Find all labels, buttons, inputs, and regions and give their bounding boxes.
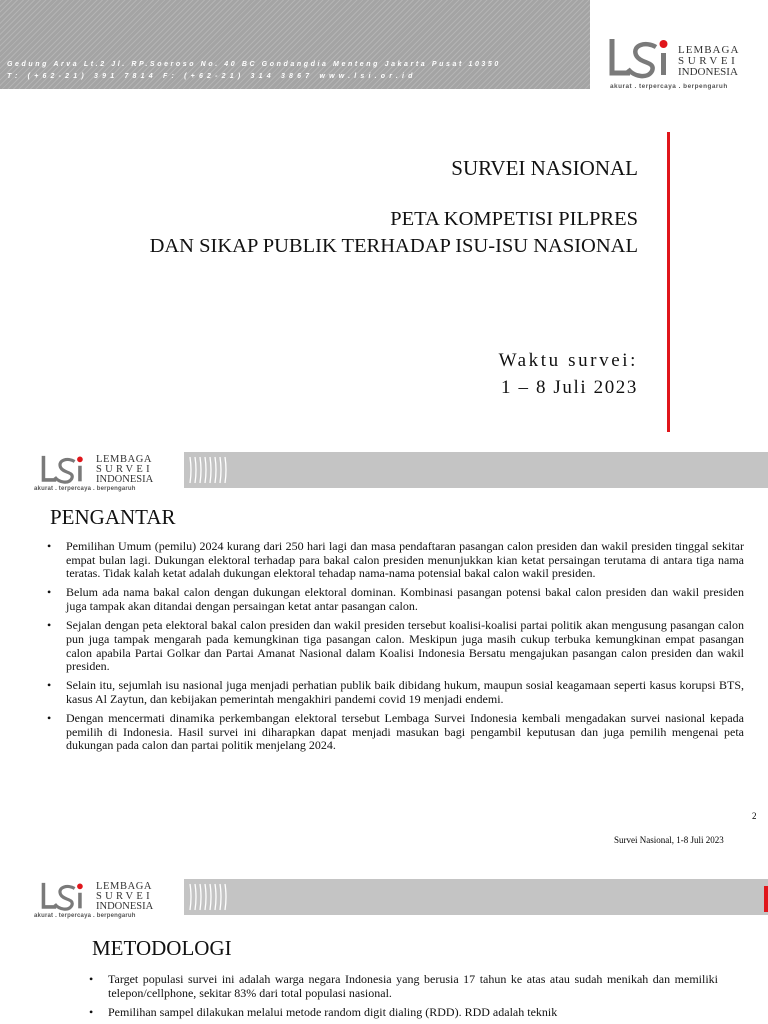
logo-word-lembaga: LEMBAGA <box>96 881 153 892</box>
logo-tagline: akurat . terpercaya . berpengaruh <box>610 83 728 90</box>
logo-word-lembaga: LEMBAGA <box>678 44 740 56</box>
survey-dates: 1 – 8 Juli 2023 <box>501 377 638 398</box>
survey-time-label: Waktu survei: <box>498 350 638 371</box>
stripes-icon <box>188 452 234 488</box>
accent-divider <box>667 132 670 432</box>
logo-word-indonesia: INDONESIA <box>96 474 154 485</box>
list-item: • Target populasi survei ini adalah warga negara Indonesia yang berusia 17 tahun ke atas atau sudah menikah dan memiliki telepon/cellphone, sekitar 83% dari total populasi nasional. <box>86 973 718 1000</box>
logo-word-indonesia: INDONESIA <box>678 66 738 78</box>
bullet-list <box>44 540 744 759</box>
metodologi-slide <box>0 870 768 1024</box>
bullet-list <box>86 973 718 1024</box>
stripes-icon <box>188 879 234 915</box>
list-item: • Pemilihan sampel dilakukan melalui metode random digit dialing (RDD). RDD adalah teknik <box>86 1006 718 1020</box>
lsi-logo-icon <box>606 35 676 83</box>
header-band <box>184 879 768 915</box>
accent-marker <box>764 886 768 912</box>
logo-word-lembaga: LEMBAGA <box>96 454 153 465</box>
contact-line: T: (+62-21) 391 7814 F: (+62-21) 314 3867 www.lsi.or.id <box>7 73 417 80</box>
list-item: • Pemilihan Umum (pemilu) 2024 kurang dari 250 hari lagi dan masa pendaftaran pasangan calon presiden dan wakil presiden tinggal sekitar empat bulan lagi. Dukungan elektoral terhadap para bakal calon presiden menunjukkan kian ketat persaingan terutama di antara tiga nama teratas. Tidak kalah ketat adalah dukungan elektoral tehadap nama-nama potensial bakal calon wakil presiden. <box>44 540 744 581</box>
lsi-logo <box>606 35 766 95</box>
logo-word-indonesia: INDONESIA <box>96 901 154 912</box>
cover-title: SURVEI NASIONAL <box>451 156 638 180</box>
section-heading: PENGANTAR <box>50 505 176 529</box>
cover-slide <box>0 0 768 432</box>
list-item: • Sejalan dengan peta elektoral bakal calon presiden dan wakil presiden tersebut koalisi-koalisi partai politik akan mengusung pasangan calon pun juga tampak mengarah pada kemungkinan tiga pasangan calon. Meskipun juga masih cukup terbuka kemungkinan empat pasangan calon apabila Partai Golkar dan Partai Amanat Nasional dalam Koalisi Indonesia Bersatu mengajukan pasangan calon presiden dan wakil presiden. <box>44 619 744 673</box>
header-band <box>184 452 768 488</box>
list-item: • Dengan mencermati dinamika perkembangan elektoral tersebut Lembaga Survei Indonesia kembali mengadakan survei nasional kepada pemilih di Indonesia. Hasil survei ini diharapkan dapat menjadi masukan bagi pengambil keputusan dan juga pemilih mengenai peta dukungan pada calon dan partai politik menjelang 2024. <box>44 712 744 753</box>
lsi-logo-icon <box>34 880 94 914</box>
logo-tagline: akurat . terpercaya . berpengaruh <box>34 486 136 492</box>
lsi-logo <box>34 880 174 920</box>
logo-word-survei: SURVEI <box>678 55 739 67</box>
list-item: • Belum ada nama bakal calon dengan dukungan elektoral dominan. Kombinasi pasangan potensi bakal calon presiden dan wakil presiden juga tampak akan ditandai dengan persaingan ketat antar pasangan calon. <box>44 586 744 613</box>
logo-word-survei: SURVEI <box>96 891 153 902</box>
cover-subtitle-line1: PETA KOMPETISI PILPRES <box>390 208 638 230</box>
lsi-logo <box>34 453 174 493</box>
logo-tagline: akurat . terpercaya . berpengaruh <box>34 913 136 919</box>
slide-footer: Survei Nasional, 1-8 Juli 2023 <box>614 835 724 845</box>
cover-subtitle-line2: DAN SIKAP PUBLIK TERHADAP ISU-ISU NASIONAL <box>149 235 638 257</box>
list-item: • Selain itu, sejumlah isu nasional juga menjadi perhatian publik baik dibidang hukum, maupun sosial keagamaan seperti kasus korupsi BTS, kasus Al Zaytun, dan kebijakan pemerintah mengakhiri pandemi covid 19 menjadi endemi. <box>44 679 744 706</box>
pengantar-slide <box>0 443 768 855</box>
lsi-logo-icon <box>34 453 94 487</box>
address-line: Gedung Arva Lt.2 Jl. RP.Soeroso No. 40 BC Gondangdia Menteng Jakarta Pusat 10350 <box>7 61 501 68</box>
section-heading: METODOLOGI <box>92 936 232 960</box>
logo-word-survei: SURVEI <box>96 464 153 475</box>
page-number: 2 <box>752 811 757 821</box>
